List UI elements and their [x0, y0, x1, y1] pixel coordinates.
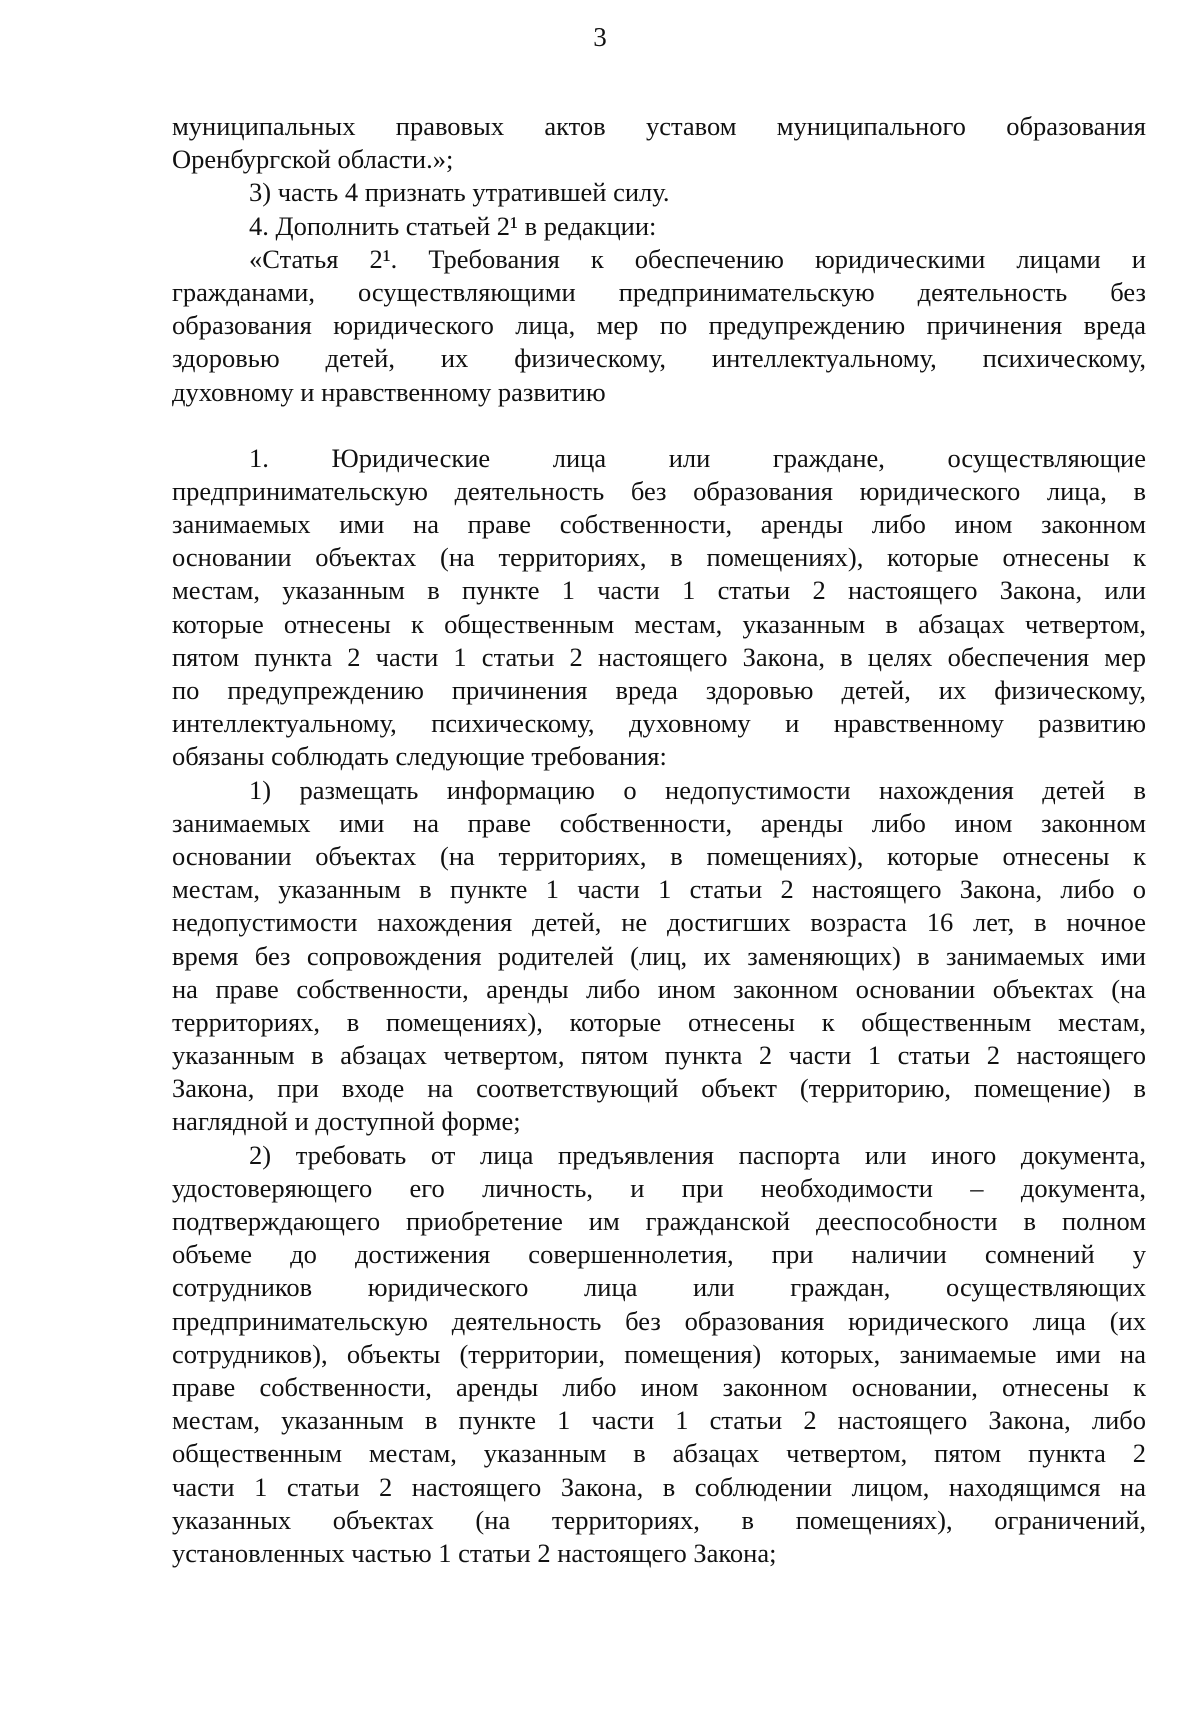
text-line: которые отнесены к общественным местам, указанным в абзацах четвертом,: [172, 608, 1146, 639]
document-body: [172, 110, 1146, 1570]
text-line: время без сопровождения родителей (лиц, их заменяющих) в занимаемых ими: [172, 940, 1146, 971]
text-line: Оренбургской области.»;: [172, 144, 454, 175]
text-line: занимаемых ими на праве собственности, аренды либо ином законном: [172, 509, 1146, 540]
text-line: части 1 статьи 2 настоящего Закона, в соблюдении лицом, находящимся на: [172, 1471, 1146, 1502]
text-line: 1. Юридические лица или граждане, осуществляющие: [249, 442, 1146, 473]
paragraph-gap: [172, 409, 1146, 442]
text-line: занимаемых ими на праве собственности, аренды либо ином законном: [172, 807, 1146, 838]
text-line: местам, указанным в пункте 1 части 1 статьи 2 настоящего Закона, или: [172, 575, 1146, 606]
text-line: удостоверяющего его личность, и при необходимости – документа,: [172, 1172, 1146, 1203]
text-line: основании объектах (на территориях, в помещениях), которые отнесены к: [172, 542, 1146, 573]
text-line: указанным в абзацах четвертом, пятом пункта 2 части 1 статьи 2 настоящего: [172, 1040, 1146, 1071]
text-line: установленных частью 1 статьи 2 настоящего Закона;: [172, 1537, 777, 1568]
text-line: общественным местам, указанным в абзацах четвертом, пятом пункта 2: [172, 1438, 1146, 1469]
text-line: 1) размещать информацию о недопустимости нахождения детей в: [249, 774, 1146, 805]
text-line: сотрудников юридического лица или граждан, осуществляющих: [172, 1272, 1146, 1303]
article-heading-line: образования юридического лица, мер по предупреждению причинения вреда: [172, 310, 1146, 341]
text-line: подтверждающего приобретение им гражданской дееспособности в полном: [172, 1206, 1146, 1236]
text-line: Закона, при входе на соответствующий объект (территорию, помещение) в: [172, 1073, 1146, 1104]
text-line: недопустимости нахождения детей, не достигших возраста 16 лет, в ночное: [172, 907, 1146, 938]
text-line: предпринимательскую деятельность без образования юридического лица (их: [172, 1305, 1146, 1336]
article-heading-line: гражданами, осуществляющими предпринимательскую деятельность без: [172, 276, 1146, 307]
text-line: праве собственности, аренды либо ином законном основании, отнесены к: [172, 1371, 1146, 1402]
text-line: 3) часть 4 признать утратившей силу.: [249, 177, 670, 208]
page-number: 3: [593, 22, 607, 52]
text-line: муниципальных правовых актов уставом муниципального образования: [172, 111, 1146, 141]
text-line: основании объектах (на территориях, в помещениях), которые отнесены к: [172, 840, 1146, 871]
text-line: территориях, в помещениях), которые отнесены к общественным местам,: [172, 1006, 1146, 1037]
text-line: 4. Дополнить статьей 2¹ в редакции:: [249, 210, 657, 241]
text-line: пятом пункта 2 части 1 статьи 2 настоящего Закона, в целях обеспечения мер: [172, 641, 1146, 672]
text-line: наглядной и доступной форме;: [172, 1106, 521, 1137]
text-line: предпринимательскую деятельность без образования юридического лица, в: [172, 475, 1146, 506]
text-line: обязаны соблюдать следующие требования:: [172, 741, 667, 772]
article-heading-line: духовному и нравственному развитию: [172, 376, 606, 407]
text-line: 2) требовать от лица предъявления паспорта или иного документа,: [249, 1139, 1146, 1170]
article-heading-line: здоровью детей, их физическому, интеллектуальному, психическому,: [172, 343, 1146, 374]
article-heading-line: «Статья 2¹. Требования к обеспечению юридическими лицами и: [249, 243, 1146, 274]
text-line: по предупреждению причинения вреда здоровью детей, их физическому,: [172, 675, 1146, 705]
text-line: сотрудников), объекты (территории, помещения) которых, занимаемые ими на: [172, 1338, 1146, 1369]
text-line: указанных объектах (на территориях, в помещениях), ограничений,: [172, 1504, 1146, 1535]
text-line: местам, указанным в пункте 1 части 1 статьи 2 настоящего Закона, либо: [172, 1405, 1146, 1436]
text-line: местам, указанным в пункте 1 части 1 статьи 2 настоящего Закона, либо о: [172, 874, 1146, 905]
text-line: интеллектуальному, психическому, духовному и нравственному развитию: [172, 708, 1146, 739]
text-line: на праве собственности, аренды либо ином законном основании объектах (на: [172, 973, 1146, 1004]
text-line: объеме до достижения совершеннолетия, при наличии сомнений у: [172, 1239, 1146, 1270]
